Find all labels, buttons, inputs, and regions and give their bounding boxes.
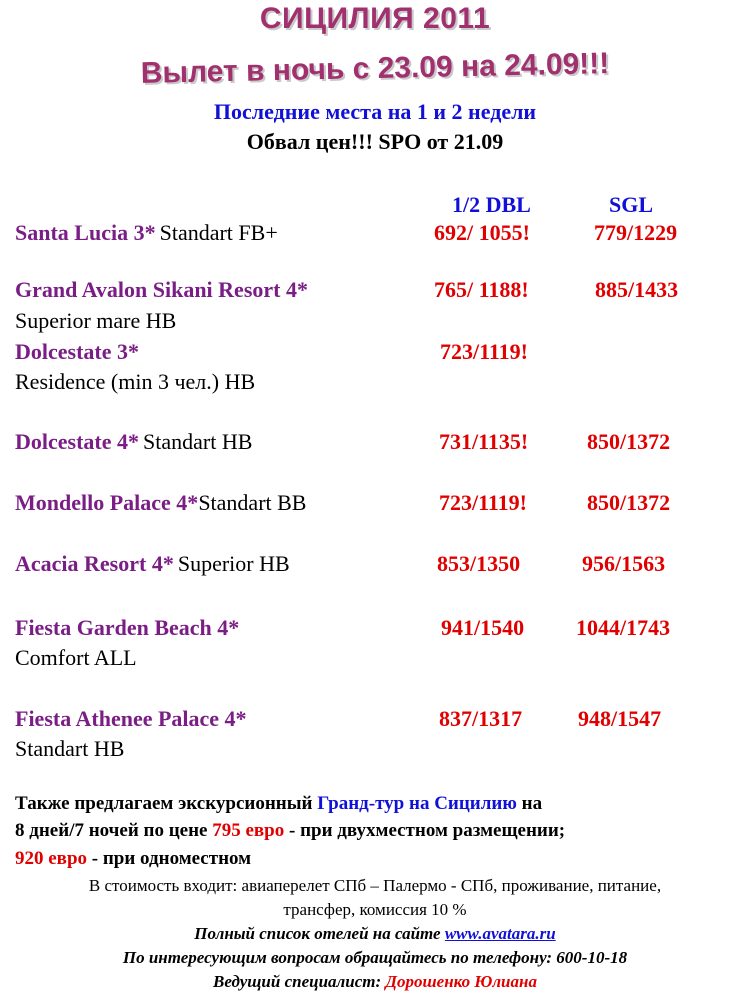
hotel-list-note <box>0 924 750 944</box>
hotel-name: Grand Avalon Sikani Resort 4* <box>15 277 308 302</box>
room-type: Superior HB <box>177 551 290 576</box>
hotel-name: Fiesta Athenee Palace 4* <box>15 706 247 731</box>
specialist-line <box>0 972 750 992</box>
includes-line-1: В стоимость входит: авиаперелет СПб – Палермо - СПб, проживание, питание, <box>88 876 662 895</box>
includes-line-2: трансфер, комиссия 10 % <box>283 900 467 919</box>
specialist-label: Ведущий специалист: <box>213 972 386 991</box>
last-places-note: Последние места на 1 и 2 недели <box>213 99 537 124</box>
price-sgl: 885/1433 <box>595 277 679 302</box>
room-type: Standart HB <box>143 429 253 454</box>
grand-tour-line-3 <box>15 848 251 870</box>
price-dbl: 692/ 1055! <box>434 220 530 245</box>
column-header-dbl: 1/2 DBL <box>452 192 531 217</box>
hotel-name: Dolcestate 4* <box>15 429 140 454</box>
hotel-list-text: Полный список отелей на сайте <box>194 924 445 943</box>
promo-text: - при двухместном размещении; <box>284 820 566 841</box>
hotel-name: Fiesta Garden Beach 4* <box>15 615 240 640</box>
price-dbl: 723/1119! <box>440 339 529 364</box>
promo-text: Также предлагаем экскурсионный <box>15 793 318 814</box>
price-dbl: 723/1119! <box>439 490 528 515</box>
hotel-row <box>15 220 278 246</box>
price-sgl: 956/1563 <box>582 551 666 576</box>
departure-banner: Вылет в ночь с 23.09 на 24.09!!! <box>140 47 610 90</box>
phone-line: По интересующим вопросам обращайтесь по телефону: 600-10-18 <box>122 948 628 967</box>
price-sgl: 850/1372 <box>587 429 671 454</box>
room-type: Standart BB <box>198 490 307 515</box>
room-type: Residence (min 3 чел.) HB <box>15 369 256 394</box>
room-type: Superior mare HB <box>15 308 177 333</box>
price-dbl: 731/1135! <box>439 429 529 454</box>
grand-tour-line-1 <box>15 793 542 815</box>
hotel-row <box>15 490 306 516</box>
hotel-name: Dolcestate 3* <box>15 339 140 364</box>
price-sgl: 850/1372 <box>587 490 671 515</box>
hotel-name: Mondello Palace 4* <box>15 490 199 515</box>
promo-text: 8 дней/7 ночей по цене <box>15 820 213 841</box>
hotel-row <box>15 551 290 577</box>
hotel-name: Santa Lucia 3* <box>15 220 156 245</box>
site-link[interactable]: www.avatara.ru <box>444 924 556 943</box>
specialist-name: Дорошенко Юлиана <box>385 972 537 991</box>
price-dbl: 765/ 1188! <box>434 277 529 302</box>
page-title: СИЦИЛИЯ 2011 <box>259 2 491 35</box>
double-price: 795 евро <box>212 820 285 841</box>
hotel-name: Acacia Resort 4* <box>15 551 174 576</box>
room-type: Comfort ALL <box>15 645 137 670</box>
single-price: 920 евро <box>15 848 88 869</box>
price-sgl: 948/1547 <box>578 706 662 731</box>
price-dbl: 941/1540 <box>441 615 525 640</box>
grand-tour-line-2 <box>15 820 565 842</box>
price-sgl: 779/1229 <box>594 220 678 245</box>
promo-text: на <box>516 793 543 814</box>
price-dbl: 853/1350 <box>437 551 521 576</box>
hotel-row <box>15 429 252 455</box>
price-drop-note: Обвал цен!!! SPO от 21.09 <box>246 129 504 154</box>
price-sgl: 1044/1743 <box>576 615 671 640</box>
price-dbl: 837/1317 <box>439 706 523 731</box>
grand-tour-name: Гранд-тур на Сицилию <box>317 793 517 814</box>
column-header-sgl: SGL <box>609 192 654 217</box>
room-type: Standart HB <box>15 736 125 761</box>
promo-text: - при одноместном <box>87 848 252 869</box>
room-type: Standart FB+ <box>159 220 278 245</box>
